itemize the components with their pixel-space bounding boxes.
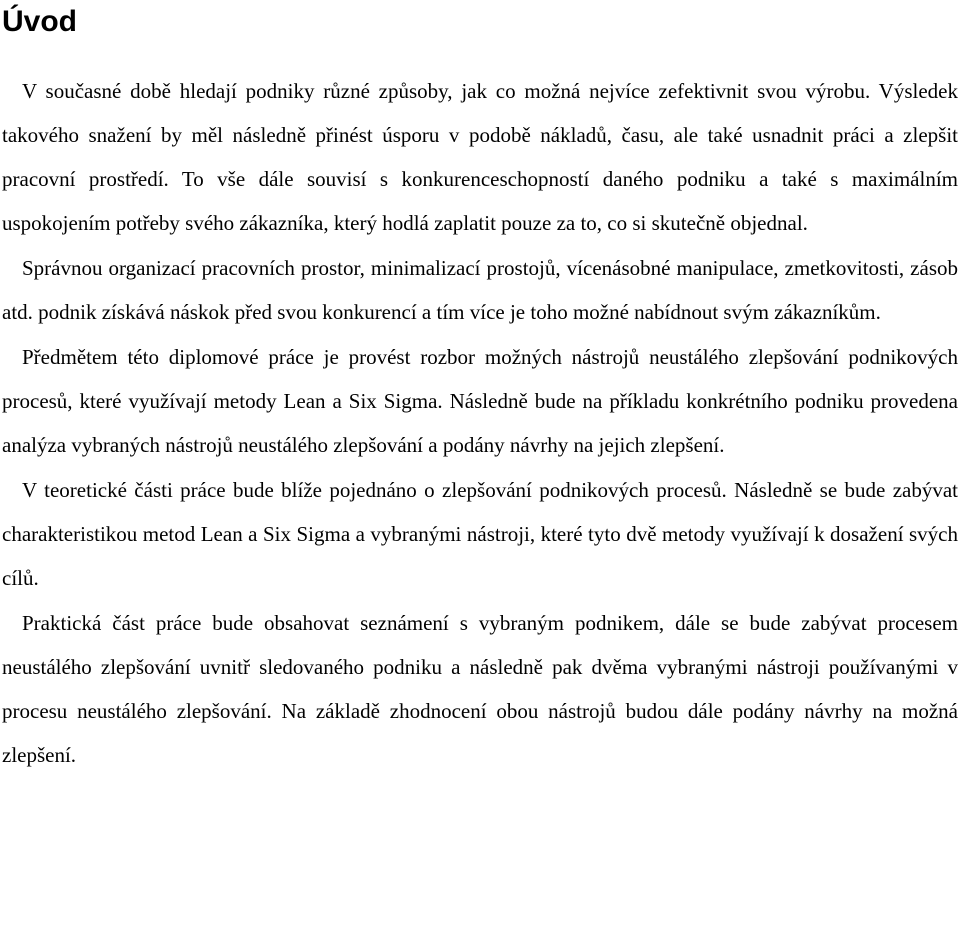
paragraph-5: Praktická část práce bude obsahovat seznámení s vybraným podnikem, dále se bude zabývat procesem neustálého zlepšování uvnitř sledovaného podniku a následně pak dvěma vybranými nástroji používanými v procesu neustálého zlepšování. Na základě zhodnocení obou nástrojů budou dále podány návrhy na možná zlepšení. xyxy=(2,611,958,767)
paragraph-3: Předmětem této diplomové práce je provést rozbor možných nástrojů neustálého zlepšování podnikových procesů, které využívají metody Lean a Six Sigma. Následně bude na příkladu konkrétního podniku provedena analýza vybraných nástrojů neustálého zlepšování a podány návrhy na jejich zlepšení. xyxy=(2,345,958,457)
section-heading: Úvod xyxy=(2,5,77,38)
paragraph-1: V současné době hledají podniky různé způsoby, jak co možná nejvíce zefektivnit svou výrobu. Výsledek takového snažení by měl následně přinést úsporu v podobě nákladů, času, ale také usnadnit práci a zlepšit pracovní prostředí. To vše dále souvisí s konkurenceschopností daného podniku a také s maximálním uspokojením potřeby svého zákazníka, který hodlá zaplatit pouze za to, co si skutečně objednal. xyxy=(2,79,958,235)
paragraph-4: V teoretické části práce bude blíže pojednáno o zlepšování podnikových procesů. Následně se bude zabývat charakteristikou metod Lean a Six Sigma a vybranými nástroji, které tyto dvě metody využívají k dosažení svých cílů. xyxy=(2,478,958,590)
paragraph-2: Správnou organizací pracovních prostor, minimalizací prostojů, vícenásobné manipulace, zmetkovitosti, zásob atd. podnik získává náskok před svou konkurencí a tím více je toho možné nabídnout svým zákazníkům. xyxy=(2,256,958,324)
